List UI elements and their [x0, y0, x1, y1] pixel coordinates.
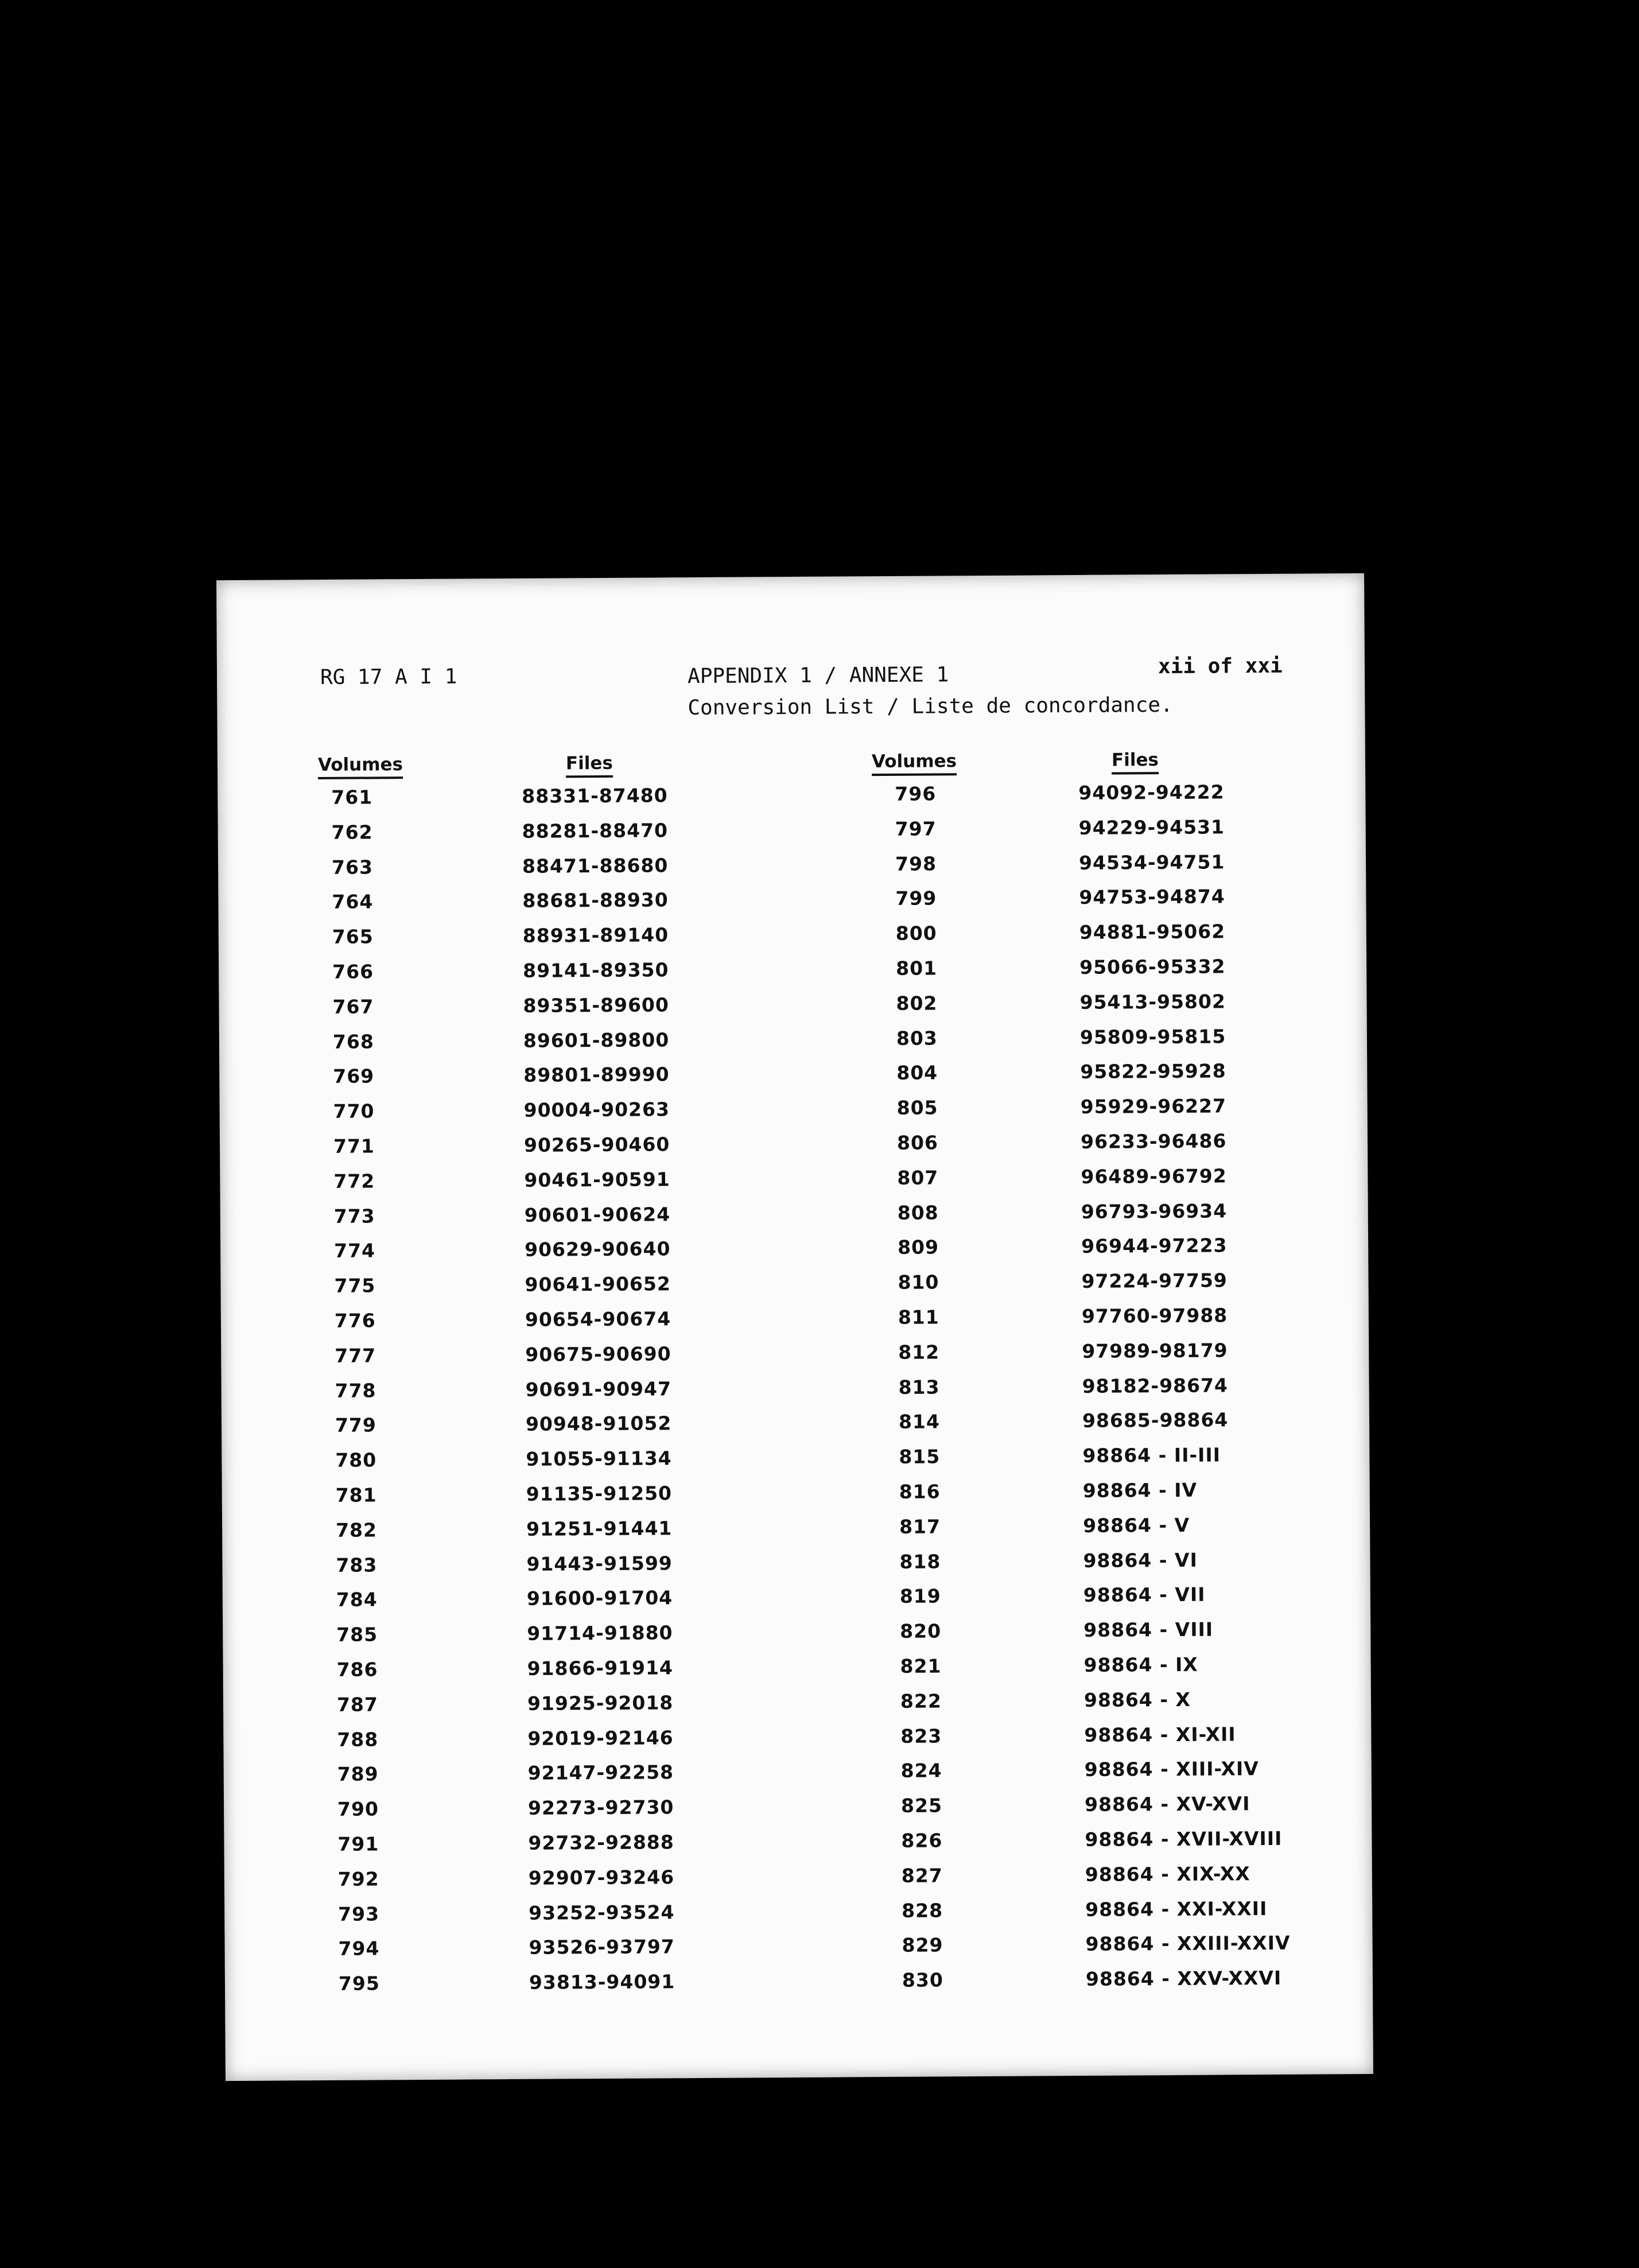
volume-cell: 817 — [899, 1515, 941, 1538]
volume-cell: 820 — [900, 1620, 942, 1643]
volume-cell: 777 — [335, 1344, 376, 1367]
files-cell: 98864 - V — [1083, 1513, 1190, 1537]
files-cell: 91600-91704 — [526, 1586, 673, 1610]
files-cell: 88931-89140 — [522, 923, 669, 947]
volume-cell: 769 — [333, 1065, 375, 1088]
volume-cell: 788 — [337, 1727, 379, 1751]
files-cell: 91714-91880 — [527, 1621, 673, 1645]
column-header-volumes-right: Volumes — [872, 751, 957, 776]
files-cell: 98864 - VI — [1083, 1548, 1198, 1572]
volume-cell: 765 — [332, 925, 374, 949]
volume-cell: 802 — [896, 992, 938, 1015]
volume-cell: 794 — [338, 1937, 380, 1960]
volume-cell: 799 — [895, 887, 937, 910]
files-cell: 98685-98864 — [1082, 1408, 1229, 1432]
volume-cell: 804 — [896, 1061, 938, 1085]
volume-cell: 761 — [331, 786, 373, 809]
files-cell: 94753-94874 — [1079, 885, 1225, 909]
volume-cell: 813 — [898, 1376, 940, 1399]
volume-cell: 791 — [337, 1832, 379, 1855]
volume-cell: 819 — [899, 1585, 941, 1608]
files-cell: 92907-93246 — [528, 1866, 675, 1889]
volume-cell: 763 — [331, 856, 374, 879]
files-cell: 88681-88930 — [522, 888, 669, 912]
files-cell: 94881-95062 — [1079, 920, 1226, 944]
volume-cell: 801 — [896, 957, 938, 980]
files-cell: 91866-91914 — [527, 1656, 674, 1680]
table-row — [225, 1966, 1373, 2008]
volume-cell: 778 — [335, 1379, 376, 1402]
volume-cell: 786 — [336, 1658, 378, 1681]
volume-cell: 776 — [334, 1309, 376, 1332]
volume-cell: 793 — [338, 1902, 380, 1925]
files-cell: 98864 - XI-XII — [1084, 1722, 1236, 1746]
appendix-title: APPENDIX 1 / ANNEXE 1 — [687, 663, 949, 689]
volume-cell: 785 — [336, 1623, 378, 1646]
volume-cell: 771 — [333, 1135, 375, 1158]
volume-cell: 781 — [335, 1483, 377, 1506]
volume-cell: 792 — [337, 1867, 379, 1890]
files-cell: 95929-96227 — [1080, 1094, 1227, 1119]
files-cell: 90629-90640 — [525, 1237, 671, 1261]
files-cell: 98182-98674 — [1082, 1373, 1229, 1397]
volume-cell: 775 — [334, 1274, 376, 1298]
volume-cell: 808 — [897, 1201, 939, 1224]
files-cell: 93526-93797 — [529, 1935, 675, 1959]
volume-cell: 798 — [895, 852, 937, 875]
volume-cell: 790 — [337, 1797, 379, 1820]
volume-cell: 770 — [333, 1100, 375, 1123]
files-cell: 89141-89350 — [523, 958, 669, 982]
volume-cell: 810 — [898, 1271, 939, 1294]
volume-cell: 773 — [333, 1205, 375, 1228]
files-cell: 90004-90263 — [523, 1098, 670, 1122]
volume-cell: 811 — [898, 1306, 939, 1329]
files-cell: 90675-90690 — [525, 1342, 671, 1366]
volume-cell: 816 — [899, 1480, 941, 1503]
volume-cell: 803 — [896, 1027, 938, 1050]
volume-cell: 818 — [899, 1549, 941, 1573]
files-cell: 96489-96792 — [1081, 1164, 1227, 1188]
files-cell: 96793-96934 — [1081, 1199, 1228, 1223]
files-cell: 89601-89800 — [523, 1028, 670, 1052]
files-cell: 92019-92146 — [527, 1726, 674, 1750]
files-cell: 95066-95332 — [1079, 955, 1226, 978]
files-cell: 97224-97759 — [1081, 1269, 1228, 1293]
column-header-volumes-left: Volumes — [318, 754, 403, 779]
files-cell: 88281-88470 — [522, 819, 669, 842]
volume-cell: 823 — [900, 1724, 942, 1747]
volume-cell: 821 — [900, 1655, 942, 1677]
files-cell: 96944-97223 — [1081, 1234, 1228, 1258]
document-page — [216, 573, 1373, 2081]
files-cell: 98864 - XXV-XXVI — [1085, 1966, 1282, 1991]
files-cell: 93813-94091 — [529, 1970, 675, 1994]
volume-cell: 768 — [332, 1030, 374, 1053]
files-cell: 97989-98179 — [1082, 1339, 1228, 1362]
files-cell: 98864 - X — [1083, 1688, 1191, 1711]
files-cell: 94229-94531 — [1078, 815, 1225, 839]
files-cell: 90461-90591 — [524, 1168, 670, 1191]
files-cell: 98864 - XXI-XXII — [1085, 1897, 1268, 1921]
volume-cell: 829 — [902, 1933, 943, 1957]
files-cell: 88471-88680 — [522, 853, 669, 877]
files-cell: 91055-91134 — [526, 1447, 672, 1471]
document-subtitle: Conversion List / Liste de concordance. — [688, 693, 1173, 720]
page-number: xii of xxi — [1158, 654, 1283, 679]
files-cell: 89351-89600 — [523, 993, 669, 1017]
files-cell: 98864 - VIII — [1083, 1618, 1214, 1642]
files-cell: 89801-89990 — [523, 1063, 670, 1087]
files-cell: 90641-90652 — [525, 1272, 671, 1296]
volume-cell: 826 — [901, 1829, 943, 1852]
volume-cell: 827 — [901, 1864, 943, 1887]
volume-cell: 779 — [335, 1413, 377, 1437]
volume-cell: 767 — [332, 995, 374, 1018]
volume-cell: 783 — [336, 1553, 378, 1576]
volume-cell: 822 — [900, 1690, 942, 1712]
files-cell: 98864 - IV — [1082, 1478, 1198, 1502]
files-cell: 91251-91441 — [526, 1517, 673, 1540]
files-cell: 98864 - II-III — [1082, 1443, 1221, 1467]
files-cell: 90691-90947 — [525, 1377, 672, 1401]
files-cell: 98864 - XV-XVI — [1084, 1792, 1250, 1816]
volume-cell: 774 — [334, 1239, 376, 1263]
files-cell: 95809-95815 — [1079, 1024, 1226, 1048]
files-cell: 91135-91250 — [526, 1482, 673, 1505]
volume-cell: 795 — [338, 1972, 380, 1995]
volume-cell: 824 — [900, 1759, 942, 1782]
volume-cell: 796 — [895, 782, 937, 805]
files-cell: 90654-90674 — [525, 1307, 671, 1331]
volume-cell: 789 — [337, 1762, 379, 1786]
files-cell: 98864 - XVII-XVIII — [1085, 1827, 1283, 1851]
files-cell: 88331-87480 — [522, 784, 668, 807]
files-cell: 92732-92888 — [528, 1831, 674, 1854]
volume-cell: 782 — [336, 1519, 378, 1541]
volume-cell: 780 — [335, 1448, 377, 1472]
volume-cell: 797 — [895, 817, 937, 840]
volume-cell: 815 — [899, 1445, 941, 1469]
volume-cell: 830 — [902, 1968, 943, 1991]
files-cell: 97760-97988 — [1081, 1304, 1228, 1327]
column-header-files-right: Files — [1112, 749, 1159, 774]
volume-cell: 814 — [898, 1410, 941, 1434]
files-cell: 96233-96486 — [1080, 1129, 1227, 1153]
files-cell: 91443-91599 — [526, 1551, 673, 1575]
volume-cell: 800 — [895, 922, 937, 945]
files-cell: 91925-92018 — [527, 1691, 674, 1715]
files-cell: 92273-92730 — [527, 1796, 674, 1819]
record-group-label: RG 17 A I 1 — [320, 665, 457, 690]
files-cell: 90948-91052 — [525, 1412, 672, 1436]
files-cell: 98864 - XIX-XX — [1085, 1862, 1250, 1886]
volume-cell: 807 — [897, 1166, 939, 1189]
files-cell: 90265-90460 — [523, 1133, 670, 1156]
files-cell: 95413-95802 — [1079, 990, 1226, 1013]
volume-cell: 787 — [336, 1693, 379, 1716]
files-cell: 94092-94222 — [1078, 780, 1225, 804]
volume-cell: 805 — [896, 1096, 938, 1120]
files-cell: 98864 - IX — [1083, 1653, 1198, 1676]
files-cell: 98864 - XIII-XIV — [1084, 1757, 1259, 1781]
volume-cell: 772 — [333, 1170, 375, 1193]
column-header-files-left: Files — [566, 753, 613, 778]
volume-cell: 812 — [898, 1341, 940, 1364]
volume-cell: 828 — [902, 1898, 943, 1922]
volume-cell: 809 — [898, 1236, 939, 1259]
files-cell: 98864 - XXIII-XXIV — [1085, 1932, 1291, 1956]
volume-cell: 762 — [331, 821, 373, 844]
header-block — [688, 658, 1173, 724]
files-cell: 98864 - VII — [1083, 1583, 1206, 1607]
conversion-table — [218, 780, 1373, 2008]
volume-cell: 806 — [896, 1131, 939, 1154]
volume-cell: 825 — [900, 1794, 943, 1817]
files-cell: 95822-95928 — [1080, 1059, 1226, 1083]
files-cell: 92147-92258 — [527, 1761, 674, 1785]
files-cell: 94534-94751 — [1078, 850, 1225, 874]
files-cell: 90601-90624 — [524, 1202, 671, 1226]
files-cell: 93252-93524 — [529, 1900, 675, 1924]
volume-cell: 784 — [336, 1588, 378, 1611]
volume-cell: 764 — [332, 890, 374, 914]
volume-cell: 766 — [332, 960, 374, 983]
